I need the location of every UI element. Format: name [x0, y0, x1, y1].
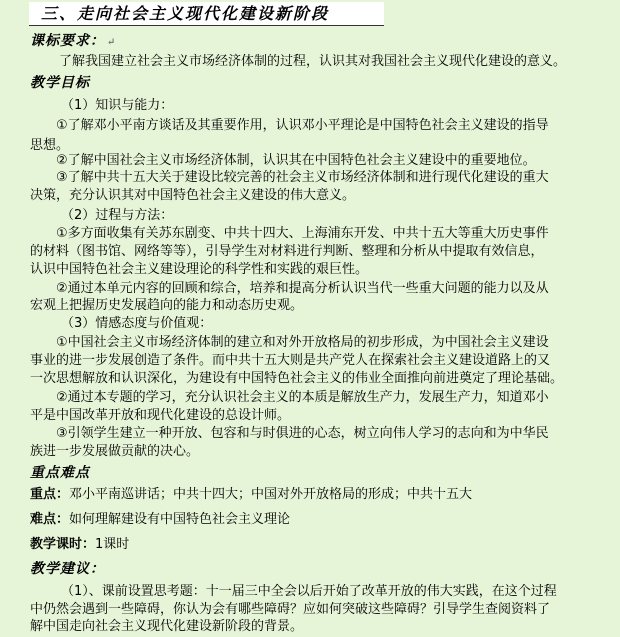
class-hours-line: 教学课时：1课时 [30, 537, 130, 552]
body-line: ①多方面收集有关苏东剧变、中共十四大、上海浦东开发、中共十五大等重大历史事件 [56, 226, 549, 241]
body-line: 认识中国特色社会主义建设理论的科学性和实践的艰巨性。 [30, 262, 369, 277]
body-line: 平是中国改革开放和现代化建设的总设计师。 [30, 408, 291, 423]
body-line: 宏观上把握历史发展趋向的能力和动态历史观。 [30, 298, 304, 313]
body-line: 事业的进一步发展创造了条件。而中共十五大则是共产党人在探索社会主义建设道路上的又 [30, 353, 551, 368]
body-line: 解中国走向社会主义现代化建设新阶段的背景。 [30, 619, 304, 634]
body-line: 族进一步发展做贡献的决心。 [30, 444, 200, 459]
body-line: 思想。 [30, 138, 70, 153]
body-line: 了解我国建立社会主义市场经济体制的过程，认识其对我国社会主义现代化建设的意义。 [59, 54, 567, 69]
heading-teaching-goals: 教学目标 [30, 75, 90, 91]
body-line: （3）情感态度与价值观： [61, 316, 213, 331]
body-line: ②了解中国社会主义市场经济体制，认识其在中国特色社会主义建设中的重要地位。 [56, 153, 536, 168]
heading-teaching-suggestions: 教学建议： [30, 561, 105, 577]
body-line: 中仍然会遇到一些障碍，你认为会有哪些障碍？应如何突破这些障碍？引导学生查阅资料了 [30, 602, 551, 617]
heading-key-difficult-points: 重点难点 [30, 465, 90, 481]
body-line: （2）过程与方法： [61, 208, 174, 223]
key-points-line: 重点：邓小平南巡讲话；中共十四大；中国对外开放格局的形成；中共十五大 [30, 487, 473, 502]
section-title: 三、走向社会主义现代化建设新阶段 [29, 2, 384, 26]
body-line: （1）、课前设置思考题：十一届三中全会以后开始了改革开放的伟大实践，在这个过程 [61, 584, 557, 599]
difficult-points-line: 难点：如何理解建设有中国特色社会主义理论 [30, 512, 291, 527]
body-line: ①中国社会主义市场经济体制的建立和对外开放格局的初步形成，为中国社会主义建设 [56, 335, 549, 350]
body-line: ①了解邓小平南方谈话及其重要作用，认识邓小平理论是中国特色社会主义建设的指导 [56, 118, 549, 133]
heading-curriculum-requirements: 课标要求： ↵ [30, 33, 117, 49]
body-line: ③了解中共十五大关于建设比较完善的社会主义市场经济体制和进行现代化建设的重大 [56, 170, 549, 185]
body-line: 的材料（图书馆、网络等等），引导学生对材料进行判断、整理和分析从中提取有效信息， [30, 244, 544, 259]
body-line: 决策，充分认识其对中国特色社会主义建设的伟大意义。 [30, 188, 356, 203]
body-line: 一次思想解放和认识深化，为建设有中国特色社会主义的伟业全面推向前进奠定了理论基础。 [30, 371, 564, 386]
body-line: ③引领学生建立一种开放、包容和与时俱进的心态，树立向伟人学习的志向和为中华民 [56, 426, 549, 441]
body-line: （1）知识与能力： [61, 98, 174, 113]
body-line: ②通过本单元内容的回顾和综合，培养和提高分析认识当代一些重大问题的能力以及从 [56, 281, 549, 296]
body-line: ②通过本专题的学习，充分认识社会主义的本质是解放生产力，发展生产力，知道邓小 [56, 390, 549, 405]
